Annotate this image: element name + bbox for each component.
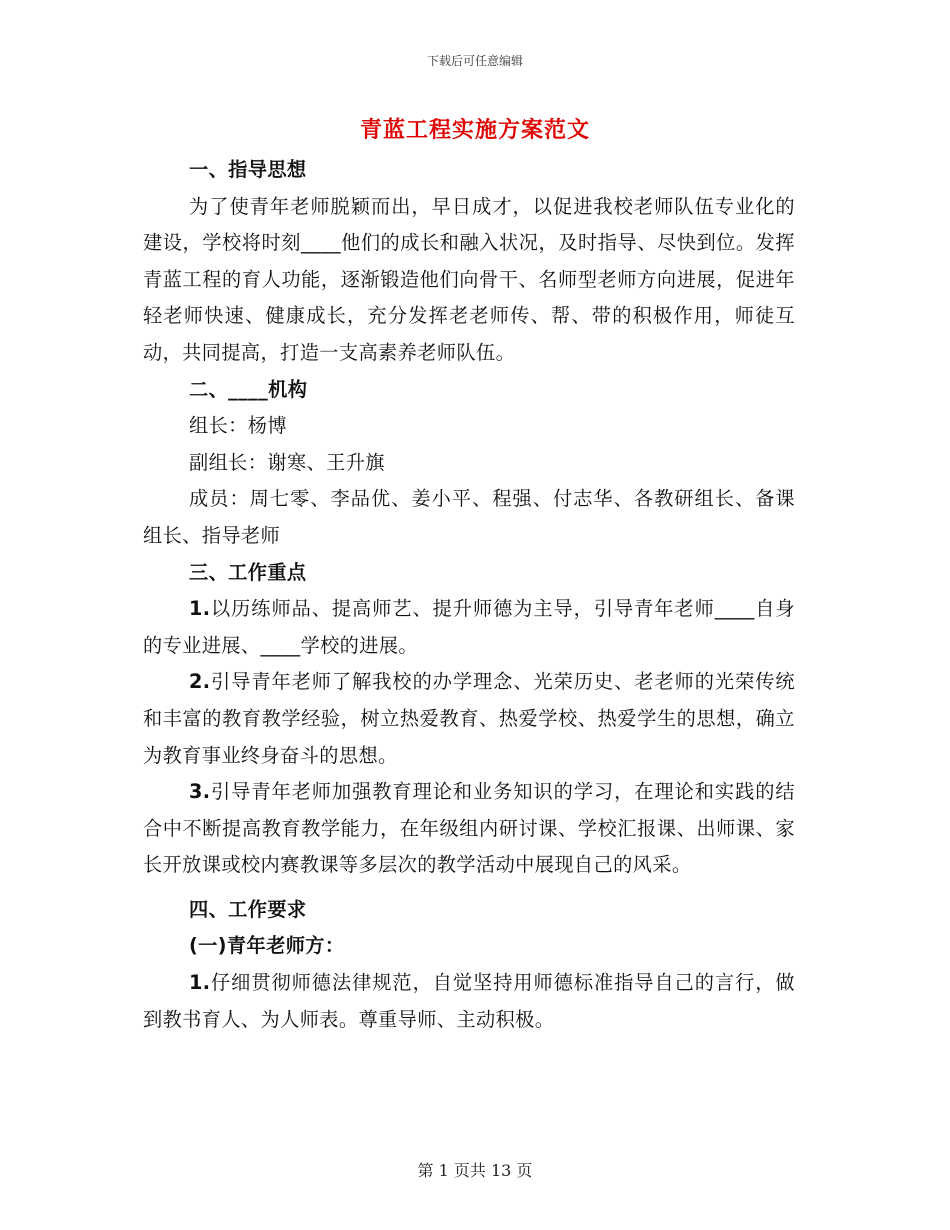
section-3-item-3 xyxy=(143,774,795,884)
section-2-vice-leader: 副组长：谢寒、王升旗 xyxy=(189,450,385,474)
page-header: 下载后可任意编辑 xyxy=(426,54,523,68)
item-text: 引导青年老师加强教育理论和业务知识的学习，在理论和实践的结合中不断提高教育教学能力，在年级组内研讨课、学校汇报课、出师课、家长开放课或校内赛教课等多层次的教学活动中展现自己的风采。 xyxy=(143,780,795,877)
section-3-heading: 三、工作重点 xyxy=(189,560,307,584)
page-footer: 第 1 页共 13 页 xyxy=(417,1161,533,1180)
document-body xyxy=(143,152,795,1038)
item-number: 3. xyxy=(189,780,211,804)
section-3-item-1 xyxy=(143,591,795,664)
section-3-item-2 xyxy=(143,664,795,774)
item-text: 引导青年老师了解我校的办学理念、光荣历史、老老师的光荣传统和丰富的教育教学经验，树立热爱教育、热爱学校、热爱学生的思想，确立为教育事业终身奋斗的思想。 xyxy=(143,670,795,767)
item-text: 仔细贯彻师德法律规范，自觉坚持用师德标准指导自己的言行，做到教书育人、为人师表。尊重导师、主动积极。 xyxy=(143,971,795,1031)
section-2-heading: 二、____机构 xyxy=(189,377,308,401)
section-1-body: 为了使青年老师脱颖而出，早日成才，以促进我校老师队伍专业化的建设，学校将时刻____他们的成长和融入状况，及时指导、尽快到位。发挥青蓝工程的育人功能，逐渐锻造他们向骨干、名师型老师方向进展，促进年轻老师快速、健康成长，充分发挥老老师传、帮、带的积极作用，师徒互动，共同提高，打造一支高素养老师队伍。 xyxy=(143,194,795,364)
document-title: 青蓝工程实施方案范文 xyxy=(359,118,590,143)
item-number: 1. xyxy=(189,971,211,995)
section-4-item-1 xyxy=(143,965,795,1038)
section-2-members: 成员：周七零、李品优、姜小平、程强、付志华、各教研组长、备课组长、指导老师 xyxy=(143,487,795,547)
section-4-heading: 四、工作要求 xyxy=(189,897,307,921)
item-number: 1. xyxy=(189,597,211,621)
item-number: 2. xyxy=(189,670,211,694)
section-2-leader: 组长：杨博 xyxy=(189,414,287,438)
item-text: 以历练师品、提高师艺、提升师德为主导，引导青年老师____自身的专业进展、____学校的进展。 xyxy=(143,597,795,657)
section-1-heading: 一、指导思想 xyxy=(189,158,307,181)
section-4-subheading: (一)青年老师方： xyxy=(189,934,345,958)
